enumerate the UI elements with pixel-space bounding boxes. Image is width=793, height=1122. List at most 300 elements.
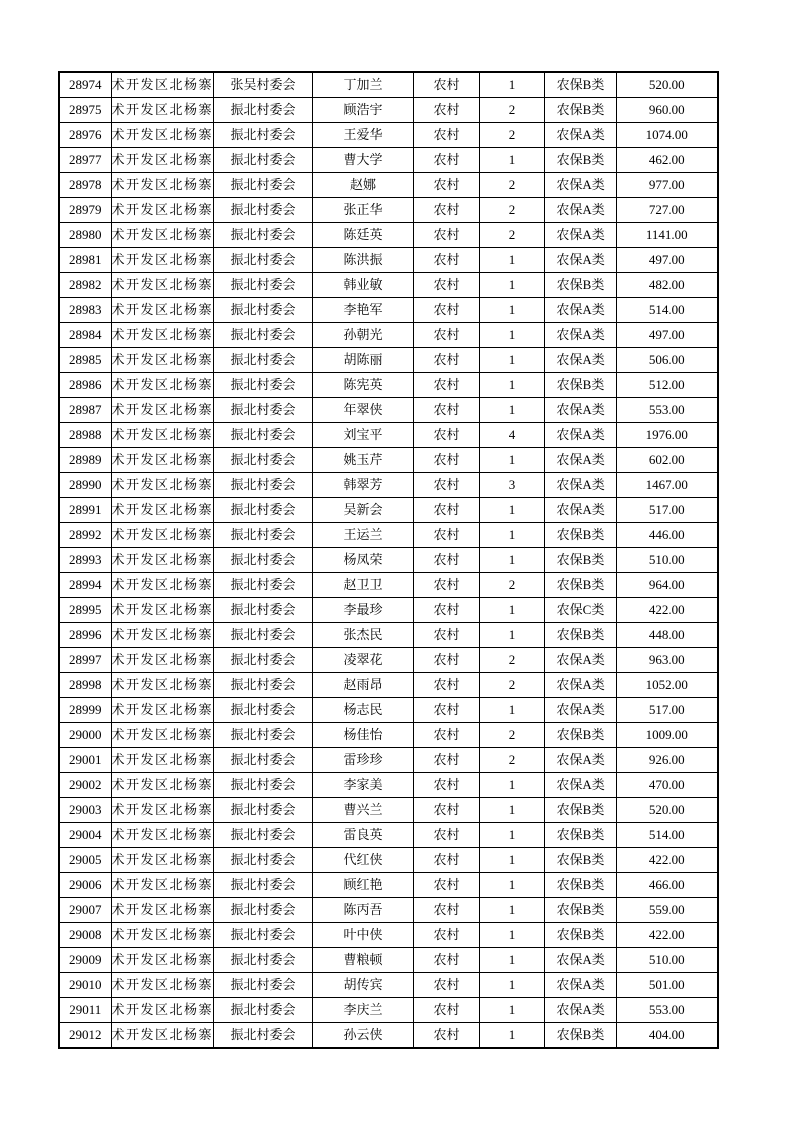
- cell-residence-type: 农村: [414, 623, 480, 648]
- cell-district: 术开发区北杨寨: [111, 423, 214, 448]
- cell-record-id: 28974: [59, 72, 111, 98]
- cell-amount: 520.00: [617, 798, 718, 823]
- cell-person-name: 姚玉芹: [313, 448, 414, 473]
- cell-person-count: 2: [480, 198, 545, 223]
- cell-record-id: 29011: [59, 998, 111, 1023]
- cell-person-name: 李最珍: [313, 598, 414, 623]
- cell-village-committee: 振北村委会: [214, 673, 313, 698]
- cell-insurance-category: 农保A类: [545, 398, 617, 423]
- cell-amount: 1052.00: [617, 673, 718, 698]
- cell-amount: 446.00: [617, 523, 718, 548]
- cell-record-id: 28997: [59, 648, 111, 673]
- cell-district: 术开发区北杨寨: [111, 598, 214, 623]
- cell-amount: 1467.00: [617, 473, 718, 498]
- cell-record-id: 28986: [59, 373, 111, 398]
- cell-residence-type: 农村: [414, 173, 480, 198]
- cell-village-committee: 振北村委会: [214, 273, 313, 298]
- cell-person-name: 王爱华: [313, 123, 414, 148]
- cell-village-committee: 振北村委会: [214, 773, 313, 798]
- cell-insurance-category: 农保A类: [545, 998, 617, 1023]
- cell-insurance-category: 农保A类: [545, 673, 617, 698]
- cell-residence-type: 农村: [414, 123, 480, 148]
- cell-village-committee: 振北村委会: [214, 323, 313, 348]
- cell-district: 术开发区北杨寨: [111, 673, 214, 698]
- cell-insurance-category: 农保A类: [545, 473, 617, 498]
- table-row: [59, 273, 718, 298]
- cell-person-count: 2: [480, 223, 545, 248]
- cell-residence-type: 农村: [414, 223, 480, 248]
- cell-person-count: 1: [480, 773, 545, 798]
- cell-insurance-category: 农保B类: [545, 72, 617, 98]
- cell-district: 术开发区北杨寨: [111, 248, 214, 273]
- cell-insurance-category: 农保C类: [545, 598, 617, 623]
- cell-record-id: 29005: [59, 848, 111, 873]
- cell-person-count: 1: [480, 848, 545, 873]
- cell-residence-type: 农村: [414, 248, 480, 273]
- cell-record-id: 28983: [59, 298, 111, 323]
- cell-person-count: 1: [480, 548, 545, 573]
- cell-district: 术开发区北杨寨: [111, 573, 214, 598]
- table-row: [59, 948, 718, 973]
- cell-village-committee: 振北村委会: [214, 448, 313, 473]
- cell-person-name: 代红侠: [313, 848, 414, 873]
- cell-residence-type: 农村: [414, 573, 480, 598]
- cell-village-committee: 振北村委会: [214, 548, 313, 573]
- cell-person-count: 3: [480, 473, 545, 498]
- cell-person-count: 1: [480, 598, 545, 623]
- cell-district: 术开发区北杨寨: [111, 748, 214, 773]
- cell-village-committee: 振北村委会: [214, 848, 313, 873]
- cell-person-name: 曹粮顿: [313, 948, 414, 973]
- cell-village-committee: 振北村委会: [214, 723, 313, 748]
- table-row: [59, 823, 718, 848]
- cell-district: 术开发区北杨寨: [111, 998, 214, 1023]
- cell-record-id: 28989: [59, 448, 111, 473]
- cell-village-committee: 振北村委会: [214, 248, 313, 273]
- cell-insurance-category: 农保B类: [545, 848, 617, 873]
- table-row: [59, 748, 718, 773]
- cell-person-name: 陈洪振: [313, 248, 414, 273]
- cell-residence-type: 农村: [414, 423, 480, 448]
- table-row: [59, 473, 718, 498]
- cell-residence-type: 农村: [414, 273, 480, 298]
- cell-record-id: 28991: [59, 498, 111, 523]
- cell-person-count: 1: [480, 948, 545, 973]
- cell-village-committee: 振北村委会: [214, 1023, 313, 1049]
- cell-person-name: 杨志民: [313, 698, 414, 723]
- cell-person-count: 2: [480, 98, 545, 123]
- cell-person-count: 1: [480, 448, 545, 473]
- cell-amount: 963.00: [617, 648, 718, 673]
- cell-insurance-category: 农保A类: [545, 173, 617, 198]
- cell-village-committee: 振北村委会: [214, 348, 313, 373]
- cell-insurance-category: 农保A类: [545, 248, 617, 273]
- cell-insurance-category: 农保B类: [545, 798, 617, 823]
- cell-insurance-category: 农保A类: [545, 948, 617, 973]
- cell-residence-type: 农村: [414, 148, 480, 173]
- table-row: [59, 898, 718, 923]
- table-row: [59, 773, 718, 798]
- cell-person-name: 吴新会: [313, 498, 414, 523]
- benefits-table: [58, 71, 719, 1049]
- cell-insurance-category: 农保A类: [545, 298, 617, 323]
- cell-record-id: 28977: [59, 148, 111, 173]
- table-row: [59, 348, 718, 373]
- cell-insurance-category: 农保A类: [545, 498, 617, 523]
- cell-person-name: 张杰民: [313, 623, 414, 648]
- cell-amount: 482.00: [617, 273, 718, 298]
- cell-amount: 553.00: [617, 398, 718, 423]
- cell-village-committee: 振北村委会: [214, 173, 313, 198]
- cell-village-committee: 张吴村委会: [214, 72, 313, 98]
- cell-record-id: 29009: [59, 948, 111, 973]
- cell-person-name: 孙朝光: [313, 323, 414, 348]
- table-row: [59, 298, 718, 323]
- table-row: [59, 448, 718, 473]
- cell-record-id: 28992: [59, 523, 111, 548]
- cell-village-committee: 振北村委会: [214, 473, 313, 498]
- cell-record-id: 28988: [59, 423, 111, 448]
- table-row: [59, 648, 718, 673]
- cell-amount: 510.00: [617, 948, 718, 973]
- cell-person-count: 1: [480, 1023, 545, 1049]
- cell-residence-type: 农村: [414, 998, 480, 1023]
- cell-district: 术开发区北杨寨: [111, 898, 214, 923]
- cell-record-id: 28995: [59, 598, 111, 623]
- cell-residence-type: 农村: [414, 748, 480, 773]
- cell-record-id: 29001: [59, 748, 111, 773]
- cell-person-count: 1: [480, 798, 545, 823]
- cell-village-committee: 振北村委会: [214, 298, 313, 323]
- cell-district: 术开发区北杨寨: [111, 623, 214, 648]
- cell-residence-type: 农村: [414, 898, 480, 923]
- cell-person-count: 1: [480, 148, 545, 173]
- table-row: [59, 248, 718, 273]
- cell-village-committee: 振北村委会: [214, 148, 313, 173]
- cell-residence-type: 农村: [414, 723, 480, 748]
- cell-record-id: 28994: [59, 573, 111, 598]
- cell-residence-type: 农村: [414, 523, 480, 548]
- cell-insurance-category: 农保B类: [545, 273, 617, 298]
- cell-person-name: 张正华: [313, 198, 414, 223]
- cell-residence-type: 农村: [414, 473, 480, 498]
- table-row: [59, 998, 718, 1023]
- cell-person-name: 雷良英: [313, 823, 414, 848]
- table-row: [59, 573, 718, 598]
- cell-record-id: 28998: [59, 673, 111, 698]
- cell-district: 术开发区北杨寨: [111, 448, 214, 473]
- cell-person-count: 1: [480, 348, 545, 373]
- cell-residence-type: 农村: [414, 498, 480, 523]
- cell-record-id: 28976: [59, 123, 111, 148]
- table-row: [59, 373, 718, 398]
- cell-person-name: 丁加兰: [313, 72, 414, 98]
- cell-amount: 462.00: [617, 148, 718, 173]
- cell-district: 术开发区北杨寨: [111, 1023, 214, 1049]
- cell-district: 术开发区北杨寨: [111, 648, 214, 673]
- cell-person-count: 2: [480, 173, 545, 198]
- cell-district: 术开发区北杨寨: [111, 198, 214, 223]
- cell-district: 术开发区北杨寨: [111, 98, 214, 123]
- cell-residence-type: 农村: [414, 823, 480, 848]
- cell-village-committee: 振北村委会: [214, 598, 313, 623]
- cell-insurance-category: 农保A类: [545, 773, 617, 798]
- table-row: [59, 123, 718, 148]
- table-row: [59, 498, 718, 523]
- cell-amount: 448.00: [617, 623, 718, 648]
- cell-record-id: 29008: [59, 923, 111, 948]
- cell-amount: 1976.00: [617, 423, 718, 448]
- cell-district: 术开发区北杨寨: [111, 698, 214, 723]
- cell-village-committee: 振北村委会: [214, 648, 313, 673]
- cell-insurance-category: 农保A类: [545, 223, 617, 248]
- cell-amount: 470.00: [617, 773, 718, 798]
- cell-district: 术开发区北杨寨: [111, 548, 214, 573]
- cell-amount: 520.00: [617, 72, 718, 98]
- cell-person-name: 韩翠芳: [313, 473, 414, 498]
- cell-amount: 517.00: [617, 698, 718, 723]
- cell-district: 术开发区北杨寨: [111, 948, 214, 973]
- cell-person-count: 1: [480, 373, 545, 398]
- cell-person-count: 2: [480, 573, 545, 598]
- cell-residence-type: 农村: [414, 698, 480, 723]
- cell-person-name: 叶中侠: [313, 923, 414, 948]
- cell-record-id: 28993: [59, 548, 111, 573]
- cell-record-id: 29002: [59, 773, 111, 798]
- cell-village-committee: 振北村委会: [214, 823, 313, 848]
- cell-person-count: 1: [480, 923, 545, 948]
- cell-record-id: 28999: [59, 698, 111, 723]
- cell-district: 术开发区北杨寨: [111, 848, 214, 873]
- cell-residence-type: 农村: [414, 198, 480, 223]
- cell-residence-type: 农村: [414, 98, 480, 123]
- cell-insurance-category: 农保B类: [545, 898, 617, 923]
- cell-district: 术开发区北杨寨: [111, 773, 214, 798]
- cell-district: 术开发区北杨寨: [111, 123, 214, 148]
- table-row: [59, 223, 718, 248]
- cell-record-id: 29010: [59, 973, 111, 998]
- cell-person-count: 1: [480, 698, 545, 723]
- cell-district: 术开发区北杨寨: [111, 72, 214, 98]
- table-row: [59, 798, 718, 823]
- cell-person-count: 2: [480, 123, 545, 148]
- cell-person-name: 凌翠花: [313, 648, 414, 673]
- cell-insurance-category: 农保B类: [545, 623, 617, 648]
- cell-district: 术开发区北杨寨: [111, 873, 214, 898]
- cell-village-committee: 振北村委会: [214, 698, 313, 723]
- table-row: [59, 698, 718, 723]
- cell-record-id: 28990: [59, 473, 111, 498]
- cell-insurance-category: 农保A类: [545, 448, 617, 473]
- cell-amount: 422.00: [617, 848, 718, 873]
- table-row: [59, 72, 718, 98]
- cell-village-committee: 振北村委会: [214, 398, 313, 423]
- table-row: [59, 673, 718, 698]
- cell-record-id: 28982: [59, 273, 111, 298]
- cell-residence-type: 农村: [414, 373, 480, 398]
- cell-insurance-category: 农保B类: [545, 148, 617, 173]
- cell-village-committee: 振北村委会: [214, 798, 313, 823]
- cell-village-committee: 振北村委会: [214, 623, 313, 648]
- cell-insurance-category: 农保A类: [545, 348, 617, 373]
- cell-amount: 926.00: [617, 748, 718, 773]
- cell-person-count: 1: [480, 298, 545, 323]
- cell-person-name: 曹大学: [313, 148, 414, 173]
- cell-village-committee: 振北村委会: [214, 873, 313, 898]
- cell-residence-type: 农村: [414, 598, 480, 623]
- cell-person-count: 1: [480, 623, 545, 648]
- cell-person-count: 1: [480, 72, 545, 98]
- cell-residence-type: 农村: [414, 848, 480, 873]
- table-row: [59, 173, 718, 198]
- cell-person-name: 胡陈丽: [313, 348, 414, 373]
- cell-amount: 497.00: [617, 323, 718, 348]
- cell-person-name: 陈宪英: [313, 373, 414, 398]
- cell-person-name: 李庆兰: [313, 998, 414, 1023]
- cell-amount: 964.00: [617, 573, 718, 598]
- cell-person-name: 杨佳怡: [313, 723, 414, 748]
- cell-person-name: 赵娜: [313, 173, 414, 198]
- table-row: [59, 523, 718, 548]
- cell-record-id: 28978: [59, 173, 111, 198]
- cell-insurance-category: 农保B类: [545, 723, 617, 748]
- cell-person-name: 顾浩宇: [313, 98, 414, 123]
- cell-village-committee: 振北村委会: [214, 748, 313, 773]
- cell-insurance-category: 农保A类: [545, 123, 617, 148]
- cell-village-committee: 振北村委会: [214, 973, 313, 998]
- cell-record-id: 29004: [59, 823, 111, 848]
- cell-residence-type: 农村: [414, 798, 480, 823]
- cell-record-id: 28984: [59, 323, 111, 348]
- cell-person-count: 2: [480, 723, 545, 748]
- cell-person-name: 陈丙吾: [313, 898, 414, 923]
- cell-village-committee: 振北村委会: [214, 923, 313, 948]
- cell-person-count: 2: [480, 648, 545, 673]
- cell-insurance-category: 农保B类: [545, 873, 617, 898]
- cell-person-name: 胡传宾: [313, 973, 414, 998]
- cell-amount: 960.00: [617, 98, 718, 123]
- cell-insurance-category: 农保A类: [545, 748, 617, 773]
- cell-record-id: 29003: [59, 798, 111, 823]
- cell-person-count: 1: [480, 248, 545, 273]
- cell-residence-type: 农村: [414, 348, 480, 373]
- cell-village-committee: 振北村委会: [214, 98, 313, 123]
- cell-person-count: 1: [480, 523, 545, 548]
- cell-village-committee: 振北村委会: [214, 948, 313, 973]
- cell-district: 术开发区北杨寨: [111, 973, 214, 998]
- cell-residence-type: 农村: [414, 323, 480, 348]
- cell-person-name: 王运兰: [313, 523, 414, 548]
- cell-amount: 1009.00: [617, 723, 718, 748]
- cell-amount: 553.00: [617, 998, 718, 1023]
- cell-insurance-category: 农保B类: [545, 523, 617, 548]
- cell-amount: 1074.00: [617, 123, 718, 148]
- cell-amount: 510.00: [617, 548, 718, 573]
- cell-amount: 512.00: [617, 373, 718, 398]
- cell-insurance-category: 农保B类: [545, 548, 617, 573]
- cell-residence-type: 农村: [414, 973, 480, 998]
- cell-amount: 497.00: [617, 248, 718, 273]
- cell-insurance-category: 农保B类: [545, 1023, 617, 1049]
- cell-village-committee: 振北村委会: [214, 498, 313, 523]
- cell-person-name: 孙云侠: [313, 1023, 414, 1049]
- cell-district: 术开发区北杨寨: [111, 723, 214, 748]
- cell-residence-type: 农村: [414, 873, 480, 898]
- cell-person-name: 曹兴兰: [313, 798, 414, 823]
- cell-district: 术开发区北杨寨: [111, 223, 214, 248]
- table-row: [59, 1023, 718, 1049]
- cell-person-count: 1: [480, 823, 545, 848]
- cell-village-committee: 振北村委会: [214, 223, 313, 248]
- cell-district: 术开发区北杨寨: [111, 348, 214, 373]
- cell-district: 术开发区北杨寨: [111, 473, 214, 498]
- cell-person-name: 顾红艳: [313, 873, 414, 898]
- table-row: [59, 323, 718, 348]
- cell-person-count: 1: [480, 898, 545, 923]
- cell-insurance-category: 农保A类: [545, 198, 617, 223]
- cell-person-count: 1: [480, 873, 545, 898]
- cell-person-name: 李家美: [313, 773, 414, 798]
- cell-residence-type: 农村: [414, 923, 480, 948]
- cell-insurance-category: 农保B类: [545, 823, 617, 848]
- cell-village-committee: 振北村委会: [214, 123, 313, 148]
- cell-insurance-category: 农保B类: [545, 98, 617, 123]
- cell-village-committee: 振北村委会: [214, 198, 313, 223]
- cell-amount: 1141.00: [617, 223, 718, 248]
- cell-person-name: 李艳军: [313, 298, 414, 323]
- cell-district: 术开发区北杨寨: [111, 398, 214, 423]
- cell-district: 术开发区北杨寨: [111, 148, 214, 173]
- cell-amount: 466.00: [617, 873, 718, 898]
- cell-insurance-category: 农保B类: [545, 573, 617, 598]
- cell-person-name: 赵雨昂: [313, 673, 414, 698]
- cell-amount: 422.00: [617, 598, 718, 623]
- cell-residence-type: 农村: [414, 673, 480, 698]
- cell-amount: 514.00: [617, 823, 718, 848]
- cell-residence-type: 农村: [414, 948, 480, 973]
- cell-district: 术开发区北杨寨: [111, 823, 214, 848]
- cell-amount: 559.00: [617, 898, 718, 923]
- cell-record-id: 29007: [59, 898, 111, 923]
- cell-residence-type: 农村: [414, 648, 480, 673]
- cell-village-committee: 振北村委会: [214, 523, 313, 548]
- table-row: [59, 423, 718, 448]
- cell-record-id: 29000: [59, 723, 111, 748]
- cell-village-committee: 振北村委会: [214, 373, 313, 398]
- cell-amount: 727.00: [617, 198, 718, 223]
- cell-person-name: 赵卫卫: [313, 573, 414, 598]
- cell-person-count: 1: [480, 973, 545, 998]
- cell-village-committee: 振北村委会: [214, 898, 313, 923]
- cell-person-count: 1: [480, 273, 545, 298]
- cell-insurance-category: 农保A类: [545, 323, 617, 348]
- cell-record-id: 28996: [59, 623, 111, 648]
- cell-record-id: 28987: [59, 398, 111, 423]
- table-row: [59, 623, 718, 648]
- cell-district: 术开发区北杨寨: [111, 273, 214, 298]
- cell-record-id: 28985: [59, 348, 111, 373]
- cell-person-name: 刘宝平: [313, 423, 414, 448]
- cell-amount: 506.00: [617, 348, 718, 373]
- cell-district: 术开发区北杨寨: [111, 298, 214, 323]
- cell-person-count: 2: [480, 673, 545, 698]
- cell-person-count: 4: [480, 423, 545, 448]
- cell-person-count: 1: [480, 998, 545, 1023]
- table-row: [59, 398, 718, 423]
- cell-amount: 517.00: [617, 498, 718, 523]
- cell-person-count: 1: [480, 498, 545, 523]
- cell-district: 术开发区北杨寨: [111, 923, 214, 948]
